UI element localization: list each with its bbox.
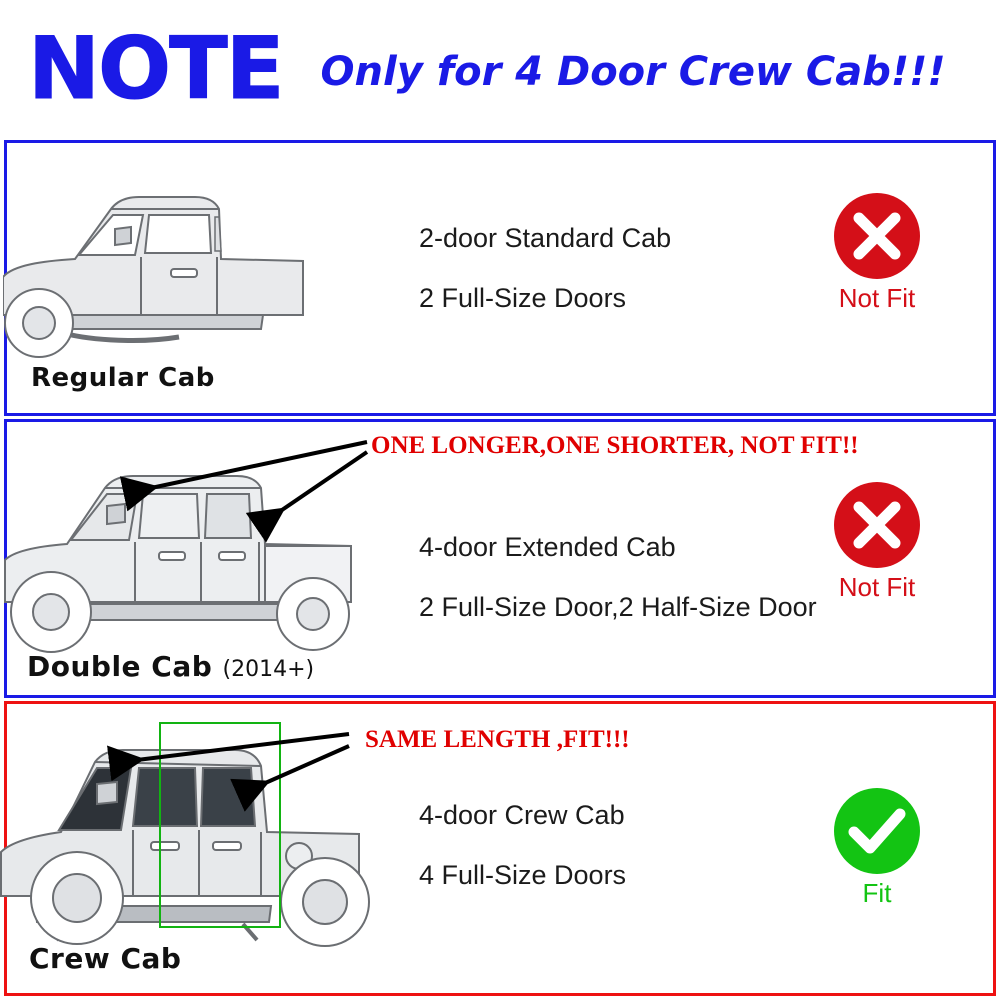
status-label-crew: Fit — [862, 878, 892, 908]
status-regular-cab — [807, 193, 947, 314]
status-label-double: Not Fit — [838, 572, 916, 602]
header — [0, 0, 1000, 138]
desc-line-1-regular: 2-door Standard Cab — [419, 223, 672, 253]
not-fit-icon — [834, 193, 920, 279]
desc-line-1-crew: 4-door Crew Cab — [419, 800, 625, 830]
note-heading: NOTE — [28, 19, 283, 119]
caption-text: Regular Cab — [31, 363, 215, 393]
note-subheading: Only for 4 Door Crew Cab!!! — [320, 49, 946, 95]
status-crew-cab — [807, 788, 947, 909]
caption-text: Double Cab — [27, 650, 213, 683]
truck-illustration-regular-cab — [3, 165, 403, 380]
annotation-crew-cab: SAME LENGTH ,FIT!!! — [365, 726, 630, 753]
annotation-double-cab: ONE LONGER,ONE SHORTER, NOT FIT!! — [371, 432, 859, 459]
caption-subtext: (2014+) — [222, 657, 315, 682]
desc-line-1-double: 4-door Extended Cab — [419, 532, 676, 562]
caption-double-cab — [27, 650, 314, 683]
panel-regular-cab — [4, 140, 996, 416]
caption-text: Crew Cab — [29, 942, 182, 975]
panel-crew-cab — [4, 701, 996, 996]
caption-crew-cab — [29, 942, 181, 975]
desc-line-2-regular: 2 Full-Size Doors — [419, 283, 627, 313]
status-double-cab — [807, 482, 947, 603]
fit-icon — [834, 788, 920, 874]
desc-line-2-crew: 4 Full-Size Doors — [419, 860, 627, 890]
status-label-regular: Not Fit — [838, 283, 916, 313]
caption-regular-cab — [31, 363, 215, 393]
not-fit-icon — [834, 482, 920, 568]
panel-double-cab — [4, 419, 996, 698]
desc-line-2-double: 2 Full-Size Door,2 Half-Size Door — [419, 592, 817, 622]
